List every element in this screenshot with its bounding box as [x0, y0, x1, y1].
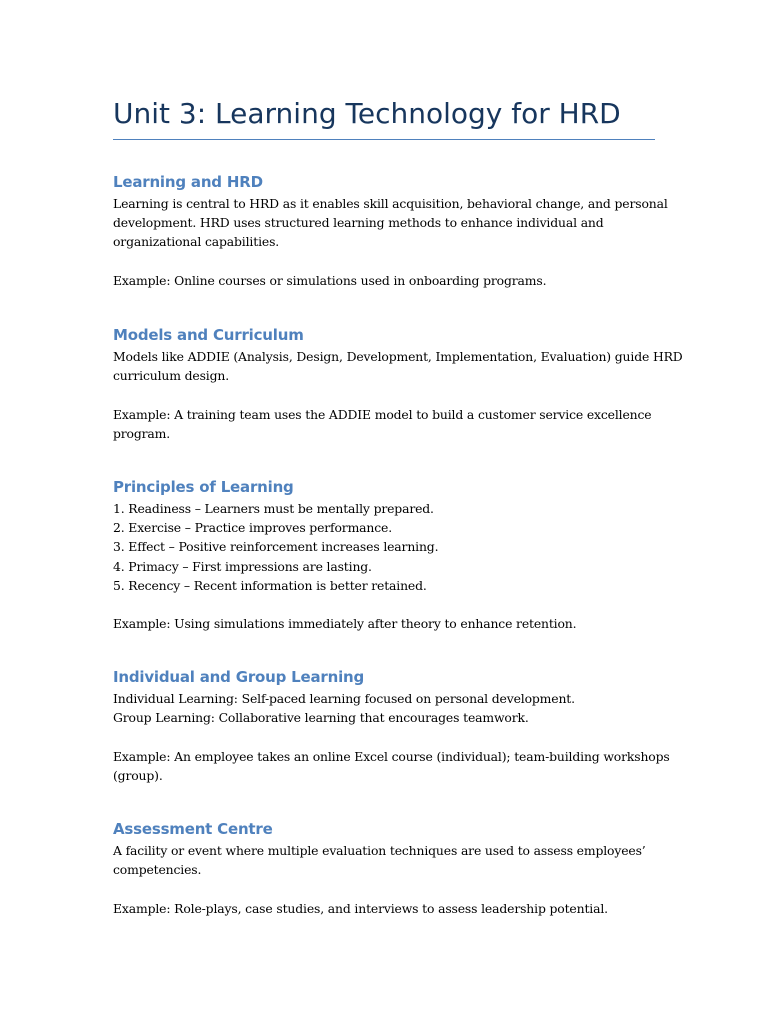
section-heading: Models and Curriculum: [113, 326, 304, 344]
body-line: Individual Learning: Self-paced learning focused on personal development.: [113, 691, 575, 706]
section-body: [113, 689, 655, 727]
section-body: [113, 499, 655, 595]
document-title: Unit 3: Learning Technology for HRD: [113, 97, 621, 130]
list-item: 5. Recency – Recent information is better retained.: [113, 577, 427, 593]
list-item: 1. Readiness – Learners must be mentally prepared.: [113, 501, 434, 516]
section-heading: Principles of Learning: [113, 478, 294, 496]
body-line: competencies.: [113, 862, 202, 878]
body-line: organizational capabilities.: [113, 234, 280, 250]
body-line: Learning is central to HRD as it enables skill acquisition, behavioral change, and personal: [113, 196, 668, 211]
section-body: [113, 194, 668, 252]
list-item: 3. Effect – Positive reinforcement increases learning.: [113, 539, 439, 555]
list-item: 4. Primacy – First impressions are lasting.: [113, 558, 372, 574]
section-models-and-curriculum: [113, 325, 683, 443]
body-line: development. HRD uses structured learning methods to enhance individual and: [113, 215, 604, 231]
example-line: Example: Using simulations immediately after theory to enhance retention.: [113, 616, 577, 632]
body-line: Group Learning: Collaborative learning that encourages teamwork.: [113, 710, 529, 726]
section-heading: Learning and HRD: [113, 173, 263, 191]
section-principles-of-learning: [113, 477, 655, 633]
example-line: program.: [113, 425, 171, 441]
section-body: [113, 347, 683, 385]
example-line: Example: Role-plays, case studies, and interviews to assess leadership potential.: [113, 900, 608, 916]
body-line: Models like ADDIE (Analysis, Design, Development, Implementation, Evaluation) guide HRD: [113, 349, 683, 364]
section-heading: Individual and Group Learning: [113, 668, 365, 686]
list-item: 2. Exercise – Practice improves performance.: [113, 520, 392, 536]
section-learning-and-hrd: [113, 172, 668, 290]
example-line: Example: A training team uses the ADDIE model to build a customer service excellence: [113, 406, 652, 422]
section-body: [113, 841, 655, 879]
section-example: [113, 405, 655, 443]
section-assessment-centre: [113, 819, 655, 918]
example-line: Example: Online courses or simulations used in onboarding programs.: [113, 272, 547, 288]
example-line: (group).: [113, 767, 163, 783]
title-underline: [113, 139, 655, 140]
section-example: [113, 614, 655, 633]
section-individual-and-group-learning: [113, 667, 670, 785]
body-line: curriculum design.: [113, 368, 230, 384]
section-example: [113, 747, 670, 785]
section-heading: Assessment Centre: [113, 820, 273, 838]
section-example: [113, 899, 655, 918]
example-line: Example: An employee takes an online Excel course (individual); team-building workshops: [113, 748, 670, 764]
section-example: [113, 271, 655, 290]
body-line: A facility or event where multiple evaluation techniques are used to assess employees’: [113, 843, 646, 858]
